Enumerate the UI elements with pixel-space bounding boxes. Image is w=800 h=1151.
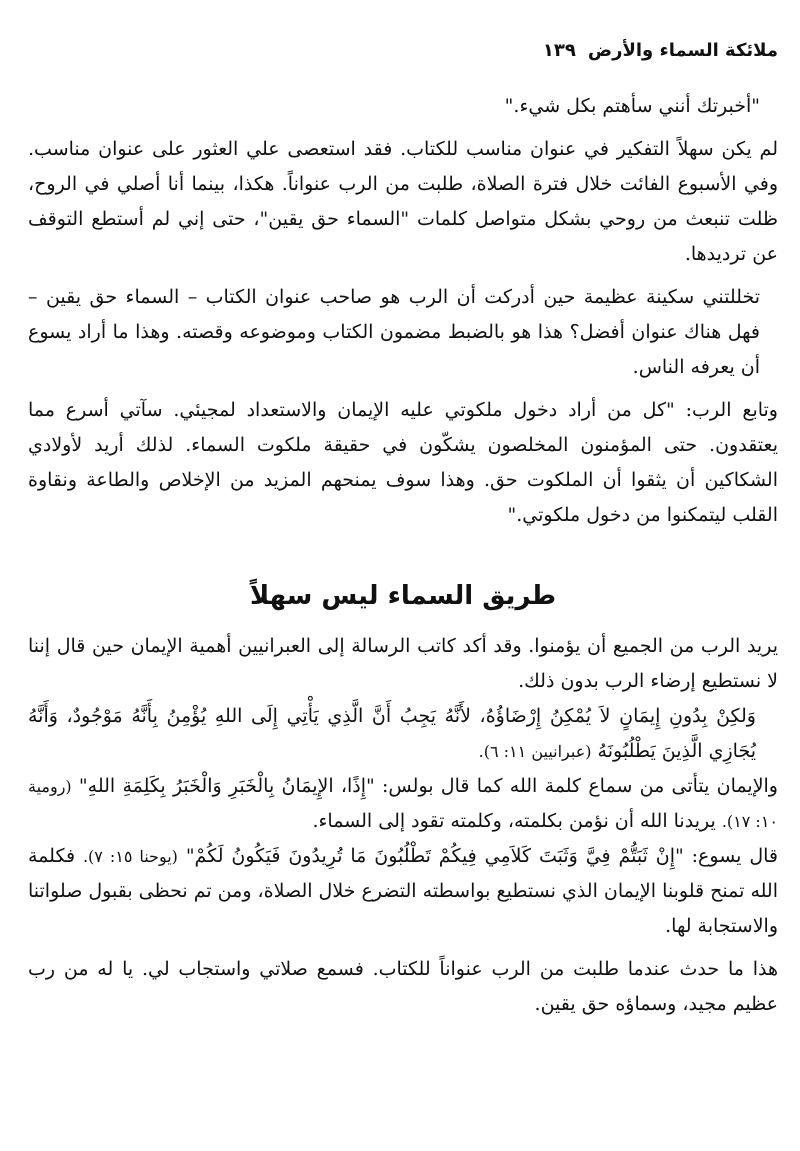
running-title: ملائكة السماء والأرض [587,40,778,61]
paragraph-faith-intro: يريد الرب من الجميع أن يؤمنوا. وقد أكد كاتب الرسالة إلى العبرانيين أهمية الإيمان حين قال إننا لا نستطيع إرضاء الرب بدون ذلك. [28,635,778,692]
scripture-hebrews [28,699,778,769]
paragraph-quote-end: "أخبرتك أنني سأهتم بكل شيء." [504,95,760,117]
paragraph-jesus-said-text: قال يسوع: "إِنْ ثَبَتُّمْ فِيَّ وَثَبَتَ كَلاَمِي فِيكُمْ تَطْلُبُونَ مَا تُرِيدُونَ فَيَكُونُ لَكُمْ" [185,845,779,867]
book-page [28,40,778,1022]
paragraph-lord-continued: وتابع الرب: "كل من أراد دخول ملكوتي عليه الإيمان والاستعداد لمجيئي. سآتي أسرع مما يعتقدون. حتى المؤمنون المخلصون يشكّون في حقيقة ملكوت السماء. لذلك أريد لأولادي الشكاكين أن يثقوا أن الملكوت حق. وهذا سوف يمنحهم المزيد من الإخلاص والطاعة ونقاوة القلب ليتمكنوا من دخول ملكوتي." [28,399,778,526]
scripture-hebrews-ref: (عبرانيين ١١: ٦). [478,742,592,761]
running-header [28,40,778,61]
paragraph-faith-word-end: يريدنا الله أن نؤمن بكلمته، وكلمته تقود إلى السماء. [312,810,716,832]
paragraph-title-search: لم يكن سهلاً التفكير في عنوان مناسب للكتاب. فقد استعصى علي العثور على عنوان مناسب. وفي الأسبوع الفائت خلال فترة الصلاة، طلبت من الرب عنواناً. هكذا، بينما أنا أصلي في الروح، ظلت تنبعث من روحي بشكل متواصل كلمات "السماء حق يقين"، حتى إني لم أستطع التوقف عن ترديدها. [28,138,778,265]
page-number: ١٣٩ [542,40,576,61]
scripture-john-ref: (يوحنا ١٥: ٧). [82,847,178,866]
paragraph-faith-word-text: والإيمان يتأتى من سماع كلمة الله كما قال بولس: "إِذًا، الإِيمَانُ بِالْخَبَرِ وَالْخَبَرُ بِكَلِمَةِ اللهِ" [78,775,778,797]
section-heading: طريق السماء ليس سهلاً [249,581,557,611]
scripture-romans-ref: (رومية ١٠: ١٧). [28,777,778,831]
paragraph-conclusion: هذا ما حدث عندما طلبت من الرب عنواناً للكتاب. فسمع صلاتي واستجاب لي. يا له من رب عظيم مجيد، وسماؤه حق يقين. [28,958,778,1015]
paragraph-faith-word [28,769,778,839]
scripture-hebrews-text: وَلكِنْ بِدُونِ إِيمَانٍ لاَ يُمْكِنُ إِرْضَاؤُهُ، لأَنَّهُ يَجِبُ أَنَّ الَّذِي يَأْتِي إِلَى اللهِ يُؤْمِنُ بِأَنَّهُ مَوْجُودٌ، وَأَنَّهُ يُجَازِي الَّذِينَ يَطْلُبُونَهُ [28,705,756,762]
paragraph-peace: تخللتني سكينة عظيمة حين أدركت أن الرب هو صاحب عنوان الكتاب – السماء حق يقين – فهل هناك عنوان أفضل؟ هذا هو بالضبط مضمون الكتاب وموضوعه وقصته. وهذا ما أراد يسوع أن يعرفه الناس. [28,286,760,378]
paragraph-jesus-said [28,839,778,944]
paragraph-jesus-said-end: فكلمة الله تمنح قلوبنا الإيمان الذي نستطيع بواسطته التضرع خلال الصلاة، ومن تم نحظى بقبول صلواتنا والاستجابة لها. [28,845,778,937]
